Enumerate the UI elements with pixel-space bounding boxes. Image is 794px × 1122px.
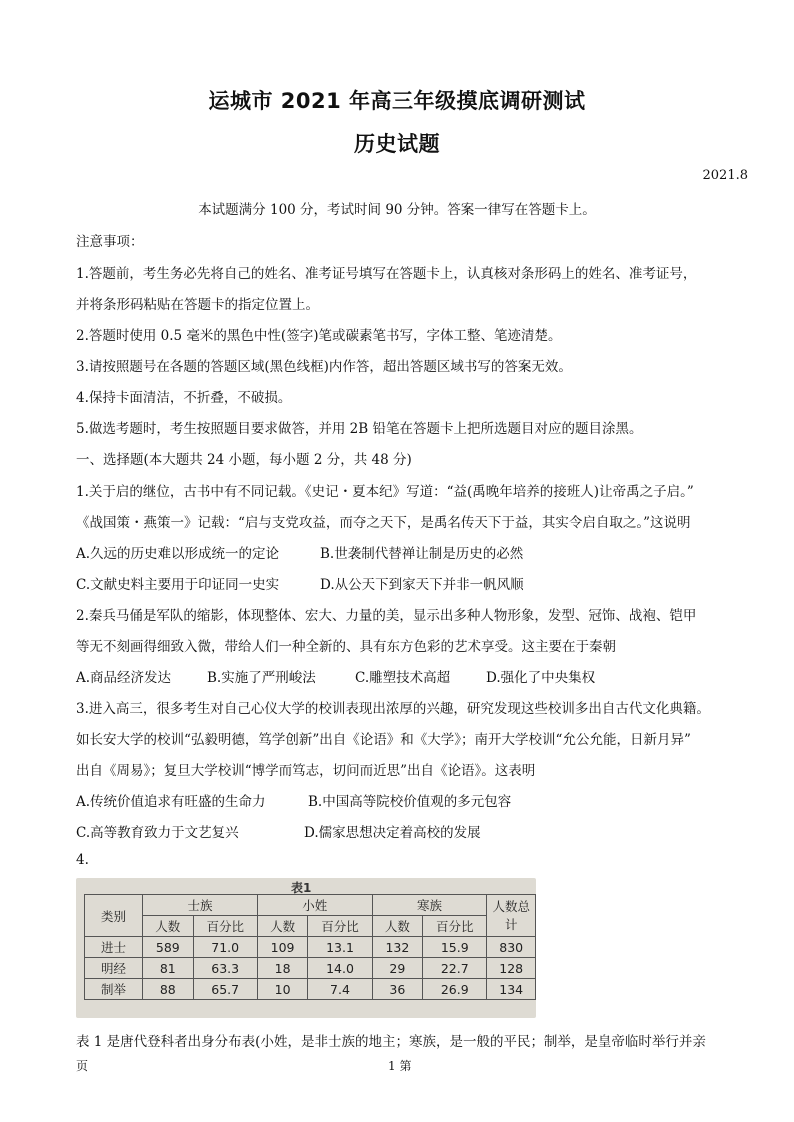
notice-item: 1.答题前，考生务必先将自己的姓名、准考证号填写在答题卡上，认真核对条形码上的姓名、准考证号，	[76, 266, 697, 282]
table-header-total: 人数总计	[487, 895, 536, 937]
notice-item: 2.答题时使用 0.5 毫米的黑色中性(签字)笔或碳素笔书写，字体工整、笔迹清楚。	[76, 328, 562, 344]
exam-subtitle: 历史试题	[354, 132, 440, 156]
table-cell: 71.0	[193, 937, 257, 958]
question-number: 4.	[76, 852, 89, 868]
table-cell: 134	[487, 979, 536, 1000]
table-cell: 128	[487, 958, 536, 979]
answer-option: B.世袭制代替禅让制是历史的必然	[320, 546, 524, 562]
table-cell: 81	[143, 958, 194, 979]
exam-date: 2021.8	[702, 168, 748, 183]
table-row	[85, 937, 536, 958]
question-stem: 如长安大学的校训“弘毅明德，笃学创新”出自《论语》和《大学》；南开大学校训“允公允能，日新月异”	[76, 732, 691, 748]
answer-option: A.久远的历史难以形成统一的定论	[76, 546, 280, 562]
table-group-header: 小姓	[257, 895, 372, 916]
page-footer-number: 1 第	[388, 1059, 412, 1073]
question-stem: 《战国策・燕策一》记载：“启与支党攻益，而夺之天下，是禹名传天下于益，其实令启自取之。”这说明	[76, 515, 691, 531]
table-cell: 88	[143, 979, 194, 1000]
table-cell: 10	[257, 979, 308, 1000]
table-cell-category: 制举	[85, 979, 143, 1000]
answer-option: B.实施了严刑峻法	[207, 670, 316, 686]
table-cell: 29	[372, 958, 423, 979]
table-row	[85, 979, 536, 1000]
table-sub-header: 人数	[257, 916, 308, 937]
table-cell: 7.4	[308, 979, 372, 1000]
answer-option: A.商品经济发达	[76, 670, 172, 686]
table-header-category: 类别	[85, 895, 143, 937]
question-stem: 2.秦兵马俑是军队的缩影，体现整体、宏大、力量的美，显示出多种人物形象，发型、冠饰、战袍、铠甲	[76, 608, 697, 624]
table-image	[76, 878, 536, 1018]
notice-item: 4.保持卡面清洁，不折叠，不破损。	[76, 390, 292, 406]
table-cell: 15.9	[423, 937, 487, 958]
table-sub-header: 百分比	[423, 916, 487, 937]
question-stem: 等无不刻画得细致入微，带给人们一种全新的、具有东方色彩的艺术享受。这主要在于秦朝	[76, 639, 616, 655]
answer-option: C.雕塑技术高超	[355, 670, 451, 686]
table-cell: 36	[372, 979, 423, 1000]
exam-title: 运城市 2021 年高三年级摸底调研测试	[208, 89, 586, 113]
table-sub-header: 百分比	[193, 916, 257, 937]
table-cell: 18	[257, 958, 308, 979]
table-cell-category: 明经	[85, 958, 143, 979]
notice-item: 5.做选考题时，考生按照题目要求做答，并用 2B 铅笔在答题卡上把所选题目对应的题目涂黑。	[76, 421, 643, 437]
table-row	[85, 958, 536, 979]
table-cell: 109	[257, 937, 308, 958]
table-sub-header: 百分比	[308, 916, 372, 937]
table-sub-header: 人数	[143, 916, 194, 937]
data-table	[84, 894, 536, 1000]
exam-intro: 本试题满分 100 分，考试时间 90 分钟。答案一律写在答题卡上。	[198, 202, 596, 218]
question-stem: 出自《周易》；复旦大学校训“博学而笃志，切问而近思”出自《论语》。这表明	[76, 763, 536, 779]
answer-option: D.强化了中央集权	[486, 670, 596, 686]
table-cell: 22.7	[423, 958, 487, 979]
section-heading: 一、选择题(本大题共 24 小题，每小题 2 分，共 48 分)	[76, 452, 412, 468]
table-cell: 63.3	[193, 958, 257, 979]
answer-option: C.文献史料主要用于印证同一史实	[76, 577, 280, 593]
table-cell: 14.0	[308, 958, 372, 979]
answer-option: A.传统价值追求有旺盛的生命力	[76, 794, 266, 810]
notice-heading: 注意事项：	[76, 234, 144, 250]
table-cell: 26.9	[423, 979, 487, 1000]
page-footer-left: 页	[76, 1059, 89, 1073]
table-cell: 13.1	[308, 937, 372, 958]
answer-option: D.儒家思想决定着高校的发展	[304, 825, 481, 841]
table-cell: 132	[372, 937, 423, 958]
answer-option: D.从公天下到家天下并非一帆风顺	[320, 577, 524, 593]
table-cell: 589	[143, 937, 194, 958]
table-group-header: 士族	[143, 895, 258, 916]
question-text: 表 1 是唐代登科者出身分布表(小姓，是非士族的地主；寒族，是一般的平民；制举，是皇帝临时举行并亲	[76, 1034, 706, 1050]
answer-option: B.中国高等院校价值观的多元包容	[308, 794, 512, 810]
table-cell: 830	[487, 937, 536, 958]
table-group-header: 寒族	[372, 895, 487, 916]
notice-item: 3.请按照题号在各题的答题区域(黑色线框)内作答，超出答题区域书写的答案无效。	[76, 359, 572, 375]
table-sub-header: 人数	[372, 916, 423, 937]
question-stem: 1.关于启的继位，古书中有不同记载。《史记・夏本纪》写道：“益(禹晚年培养的接班人)让帝禹之子启。”	[76, 484, 694, 500]
table-caption: 表1	[291, 881, 312, 895]
table-cell-category: 进士	[85, 937, 143, 958]
notice-item: 并将条形码粘贴在答题卡的指定位置上。	[76, 297, 319, 313]
answer-option: C.高等教育致力于文艺复兴	[76, 825, 239, 841]
question-stem: 3.进入高三，很多考生对自己心仪大学的校训表现出浓厚的兴趣，研究发现这些校训多出自古代文化典籍。	[76, 701, 710, 717]
table-cell: 65.7	[193, 979, 257, 1000]
